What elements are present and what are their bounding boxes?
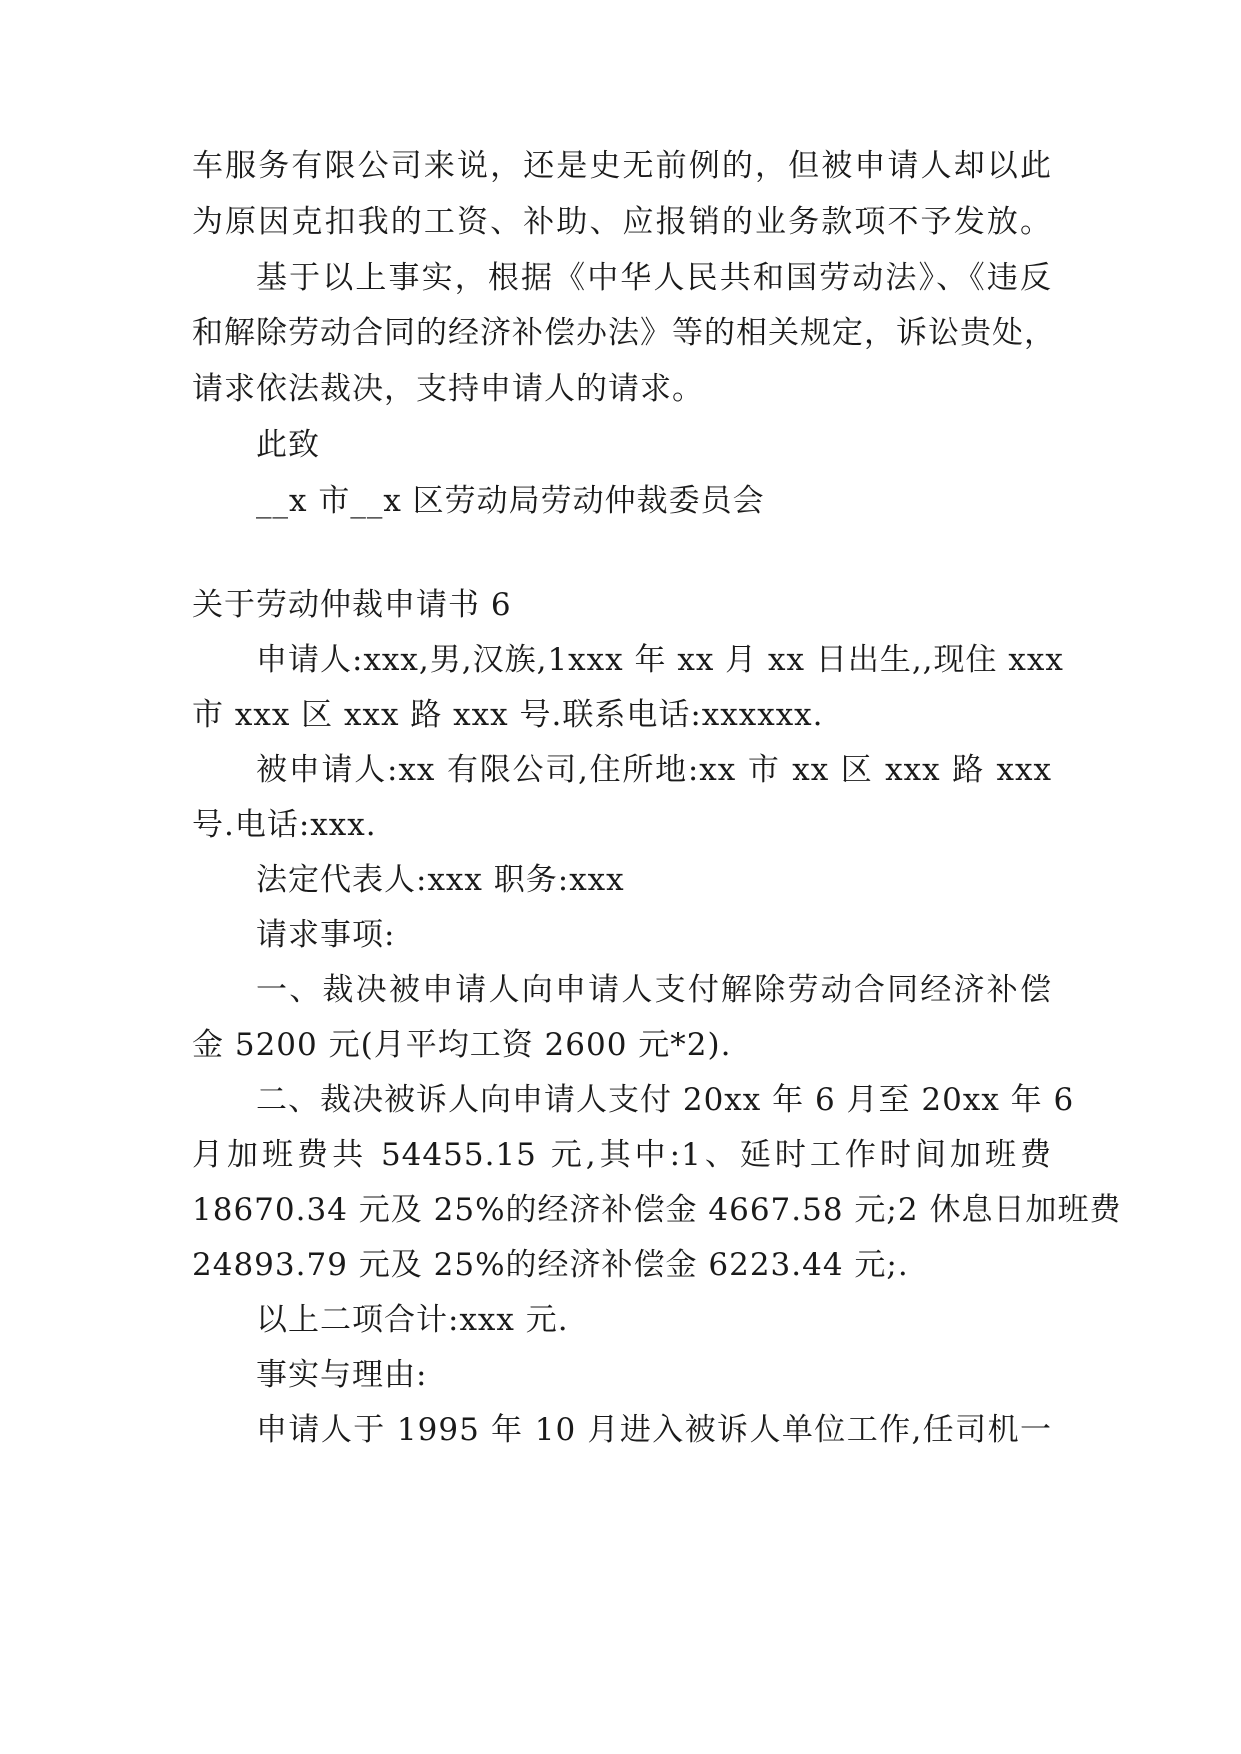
section-title: 关于劳动仲裁申请书 6 — [192, 587, 512, 623]
paragraph-line: 车服务有限公司来说，还是史无前例的，但被申请人却以此 — [192, 148, 1052, 184]
paragraph-line: 市 xxx 区 xxx 路 xxx 号.联系电话:xxxxxx. — [192, 697, 824, 733]
paragraph-line: 号.电话:xxx. — [192, 807, 377, 843]
paragraph-line: 被申请人:xx 有限公司,住所地:xx 市 xx 区 xxx 路 xxx — [256, 752, 1052, 788]
paragraph-line: 24893.79 元及 25%的经济补偿金 6223.44 元;. — [192, 1247, 909, 1283]
paragraph-heading: 事实与理由: — [256, 1357, 428, 1393]
paragraph-line: 法定代表人:xxx 职务:xxx — [256, 862, 625, 898]
paragraph-line: 金 5200 元(月平均工资 2600 元*2). — [192, 1027, 732, 1063]
paragraph-line: 18670.34 元及 25%的经济补偿金 4667.58 元;2 休息日加班费 — [192, 1192, 1122, 1228]
paragraph-line: 申请人于 1995 年 10 月进入被诉人单位工作,任司机一 — [256, 1412, 1052, 1448]
paragraph-line: 以上二项合计:xxx 元. — [256, 1302, 569, 1338]
paragraph-line: 一、裁决被申请人向申请人支付解除劳动合同经济补偿 — [256, 972, 1052, 1008]
paragraph-line: 为原因克扣我的工资、补助、应报销的业务款项不予发放。 — [192, 204, 1052, 240]
paragraph-line: 基于以上事实，根据《中华人民共和国劳动法》、《违反 — [256, 260, 1052, 296]
paragraph-line: 二、裁决被诉人向申请人支付 20xx 年 6 月至 20xx 年 6 — [256, 1082, 1075, 1118]
addressee: __x 市__x 区劳动局劳动仲裁委员会 — [256, 483, 765, 519]
paragraph-line: 请求依法裁决，支持申请人的请求。 — [192, 371, 704, 407]
paragraph-heading: 请求事项: — [256, 917, 396, 953]
salutation: 此致 — [256, 427, 320, 463]
paragraph-line: 申请人:xxx,男,汉族,1xxx 年 xx 月 xx 日出生,,现住 xxx — [256, 642, 1064, 678]
paragraph-line: 和解除劳动合同的经济补偿办法》等的相关规定，诉讼贵处， — [192, 315, 1056, 351]
paragraph-line: 月加班费共 54455.15 元,其中:1、延时工作时间加班费 — [192, 1137, 1052, 1173]
